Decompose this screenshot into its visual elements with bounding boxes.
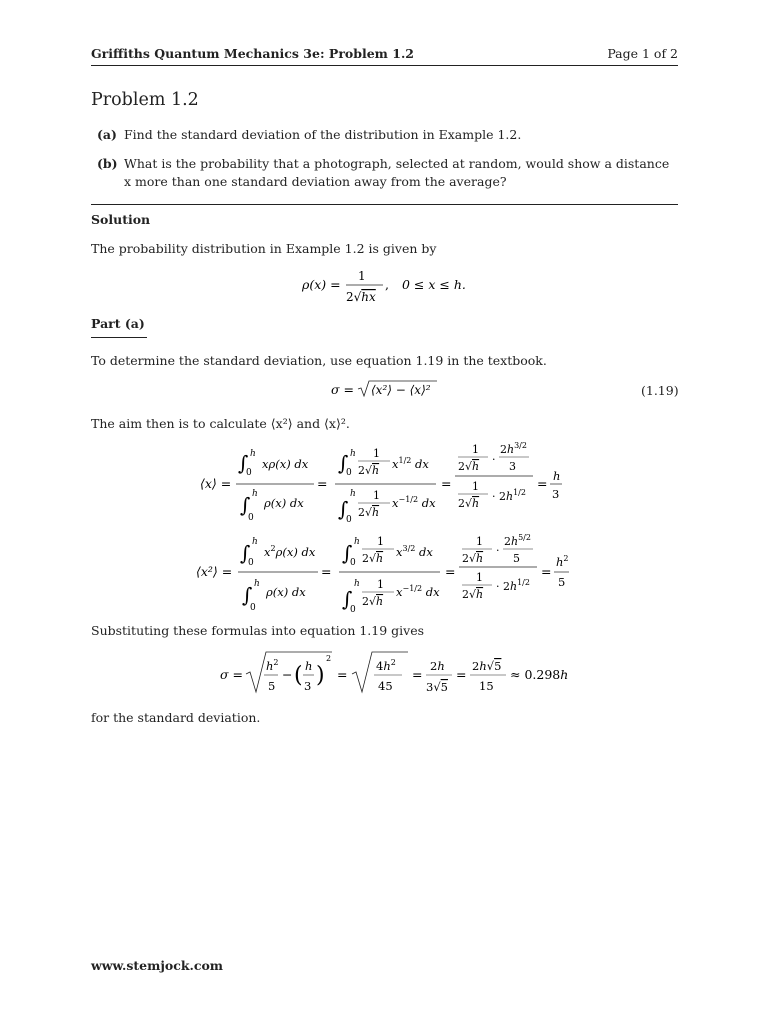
problem-divider — [91, 204, 678, 205]
svg-text:∫: ∫ — [238, 451, 249, 475]
svg-text:ρ(x) =: ρ(x) = — [302, 277, 341, 292]
svg-text:x−1/2 dx: $x^{-1/2}$ dx — [396, 584, 440, 599]
svg-text:(: ( — [294, 663, 303, 688]
svg-text:x1/2 dx: $x^{1/2}$ dx — [392, 456, 429, 471]
svg-text:=: = — [337, 667, 348, 682]
svg-text:): ) — [316, 663, 325, 688]
problem-part-b-tag: (b) — [97, 156, 118, 171]
svg-text:2√h: 2√h — [462, 588, 484, 601]
svg-text:−: − — [282, 667, 293, 682]
svg-text:0: 0 — [350, 605, 356, 615]
svg-text:x3/2 dx: $x^{3/2}$ dx — [396, 544, 433, 559]
sigma-definition-equation — [325, 378, 455, 400]
svg-text:1: 1 — [373, 489, 380, 502]
svg-text:5: 5 — [268, 679, 276, 693]
header-title: Griffiths Quantum Mechanics 3e: Problem 1.2 — [91, 46, 415, 61]
svg-text:∫: ∫ — [342, 541, 353, 565]
part-a-heading: Part (a) — [91, 316, 145, 331]
svg-text:1: 1 — [472, 443, 479, 456]
svg-text:1: 1 — [476, 571, 483, 584]
svg-text:,: , — [385, 277, 389, 292]
svg-text:1: 1 — [377, 578, 384, 591]
svg-text:h: h — [354, 579, 360, 589]
svg-text:∫: ∫ — [242, 583, 253, 607]
problem-part-a-text: Find the standard deviation of the distribution in Example 1.2. — [124, 127, 522, 142]
svg-text:⟨x²⟩ =: ⟨x²⟩ = — [196, 564, 233, 579]
svg-text:1: 1 — [358, 269, 366, 283]
svg-text:0: 0 — [246, 468, 252, 478]
svg-text:h: h — [354, 537, 360, 547]
svg-text:=: = — [321, 564, 332, 579]
svg-text:2√h: 2√h — [358, 464, 380, 477]
svg-text:x2ρ(x) dx: $x^2\rho(x)$ dx — [264, 544, 316, 559]
svg-text:=: = — [412, 667, 423, 682]
svg-text:1: 1 — [373, 447, 380, 460]
svg-text:0: 0 — [346, 468, 352, 478]
svg-text:2√h: 2√h — [458, 460, 480, 473]
svg-text:5: 5 — [513, 552, 520, 565]
svg-text:h: h — [305, 659, 313, 673]
aim-text: The aim then is to calculate ⟨x²⟩ and ⟨x⟩². — [91, 416, 350, 431]
svg-text:ρ(x) dx: ρ(x) dx — [264, 496, 304, 510]
header-page-number: Page 1 of 2 — [607, 46, 678, 61]
svg-text:15: 15 — [479, 679, 494, 693]
solution-intro: The probability distribution in Example 1.2 is given by — [91, 241, 437, 256]
svg-text:· 2h1/2: · $2h^{1/2}$ — [496, 578, 530, 593]
sigma-result-equation — [216, 648, 569, 704]
closing-text: for the standard deviation. — [91, 710, 261, 725]
svg-text:h: h — [252, 489, 258, 499]
svg-text:=: = — [456, 667, 467, 682]
svg-text:2√h: 2√h — [458, 497, 480, 510]
svg-text:2√h: 2√h — [358, 506, 380, 519]
part-a-text: To determine the standard deviation, use equation 1.19 in the textbook. — [91, 353, 547, 368]
svg-text:2: 2 — [326, 654, 332, 663]
svg-text:∫: ∫ — [240, 493, 251, 517]
svg-text:h2: $h^2$ — [556, 554, 569, 569]
svg-text:1: 1 — [476, 535, 483, 548]
svg-text:=: = — [317, 476, 328, 491]
svg-text:∫: ∫ — [342, 587, 353, 611]
mean-x2-equation — [192, 530, 592, 616]
svg-text:2h5/2: $2h^{5/2}$ — [504, 533, 531, 548]
svg-text:=: = — [541, 564, 552, 579]
svg-text:≈ 0.298h: ≈ 0.298h — [510, 667, 569, 682]
svg-text:⟨x²⟩ − ⟨x⟩²: ⟨x²⟩ − ⟨x⟩² — [371, 383, 431, 397]
svg-text:1: 1 — [377, 535, 384, 548]
svg-text:2h√5: 2h√5 — [472, 659, 502, 673]
svg-text:0: 0 — [250, 603, 256, 613]
header-rule — [91, 65, 678, 66]
footer-url[interactable]: www.stemjock.com — [91, 958, 224, 973]
problem-title: Problem 1.2 — [91, 90, 199, 110]
svg-text:0: 0 — [346, 515, 352, 525]
svg-text:xρ(x) dx: xρ(x) dx — [262, 457, 309, 471]
svg-text:3: 3 — [509, 460, 516, 473]
svg-text:45: 45 — [378, 679, 393, 693]
solution-heading: Solution — [91, 212, 151, 227]
svg-text:· 2h1/2: · $2h^{1/2}$ — [492, 488, 526, 503]
svg-text:2√h: 2√h — [362, 552, 384, 565]
svg-text:2h: 2h — [430, 659, 445, 673]
svg-text:2h3/2: $2h^{3/2}$ — [500, 441, 527, 456]
svg-text:1: 1 — [472, 480, 479, 493]
svg-text:3√5: 3√5 — [426, 680, 448, 694]
svg-text:3: 3 — [304, 679, 312, 693]
svg-text:h: h — [250, 449, 256, 459]
substitution-text: Substituting these formulas into equation 1.19 gives — [91, 623, 425, 638]
svg-text:ρ(x) dx: ρ(x) dx — [266, 585, 306, 599]
svg-text:x−1/2 dx: $x^{-1/2}$ dx — [392, 495, 436, 510]
svg-text:h: h — [252, 537, 258, 547]
equation-number: (1.19) — [641, 383, 679, 398]
svg-text:2√h: 2√h — [362, 595, 384, 608]
svg-text:2√hx: 2√hx — [346, 290, 376, 304]
svg-text:σ =: σ = — [331, 382, 354, 397]
svg-text:=: = — [441, 476, 452, 491]
problem-part-a-tag: (a) — [97, 127, 117, 142]
svg-text:3: 3 — [552, 487, 560, 501]
svg-text:h: h — [254, 579, 260, 589]
svg-text:0: 0 — [350, 558, 356, 568]
svg-text:0 ≤ x ≤ h.: 0 ≤ x ≤ h. — [402, 277, 466, 292]
svg-text:0: 0 — [248, 513, 254, 523]
problem-part-b-text: What is the probability that a photograph, selected at random, would show a distance x more than one standard deviation away from the average? — [124, 156, 670, 189]
svg-text:=: = — [445, 564, 456, 579]
svg-text:·: · — [492, 453, 496, 466]
svg-text:h: h — [553, 469, 561, 483]
svg-text:∫: ∫ — [338, 497, 349, 521]
svg-text:h: h — [350, 449, 356, 459]
svg-text:⟨x⟩ =: ⟨x⟩ = — [200, 476, 232, 491]
svg-text:5: 5 — [558, 575, 566, 589]
mean-x-equation — [196, 440, 586, 526]
part-a-underline — [91, 337, 147, 338]
svg-text:·: · — [496, 544, 500, 557]
svg-text:2√h: 2√h — [462, 552, 484, 565]
svg-text:h: h — [350, 489, 356, 499]
svg-text:=: = — [537, 476, 548, 491]
svg-text:∫: ∫ — [240, 541, 251, 565]
svg-text:h2: $h^2$ — [266, 658, 279, 673]
svg-text:σ =: σ = — [220, 667, 243, 682]
svg-text:∫: ∫ — [338, 451, 349, 475]
rho-equation — [290, 266, 490, 306]
svg-text:4h2: $4h^2$ — [376, 658, 396, 673]
svg-text:0: 0 — [248, 558, 254, 568]
